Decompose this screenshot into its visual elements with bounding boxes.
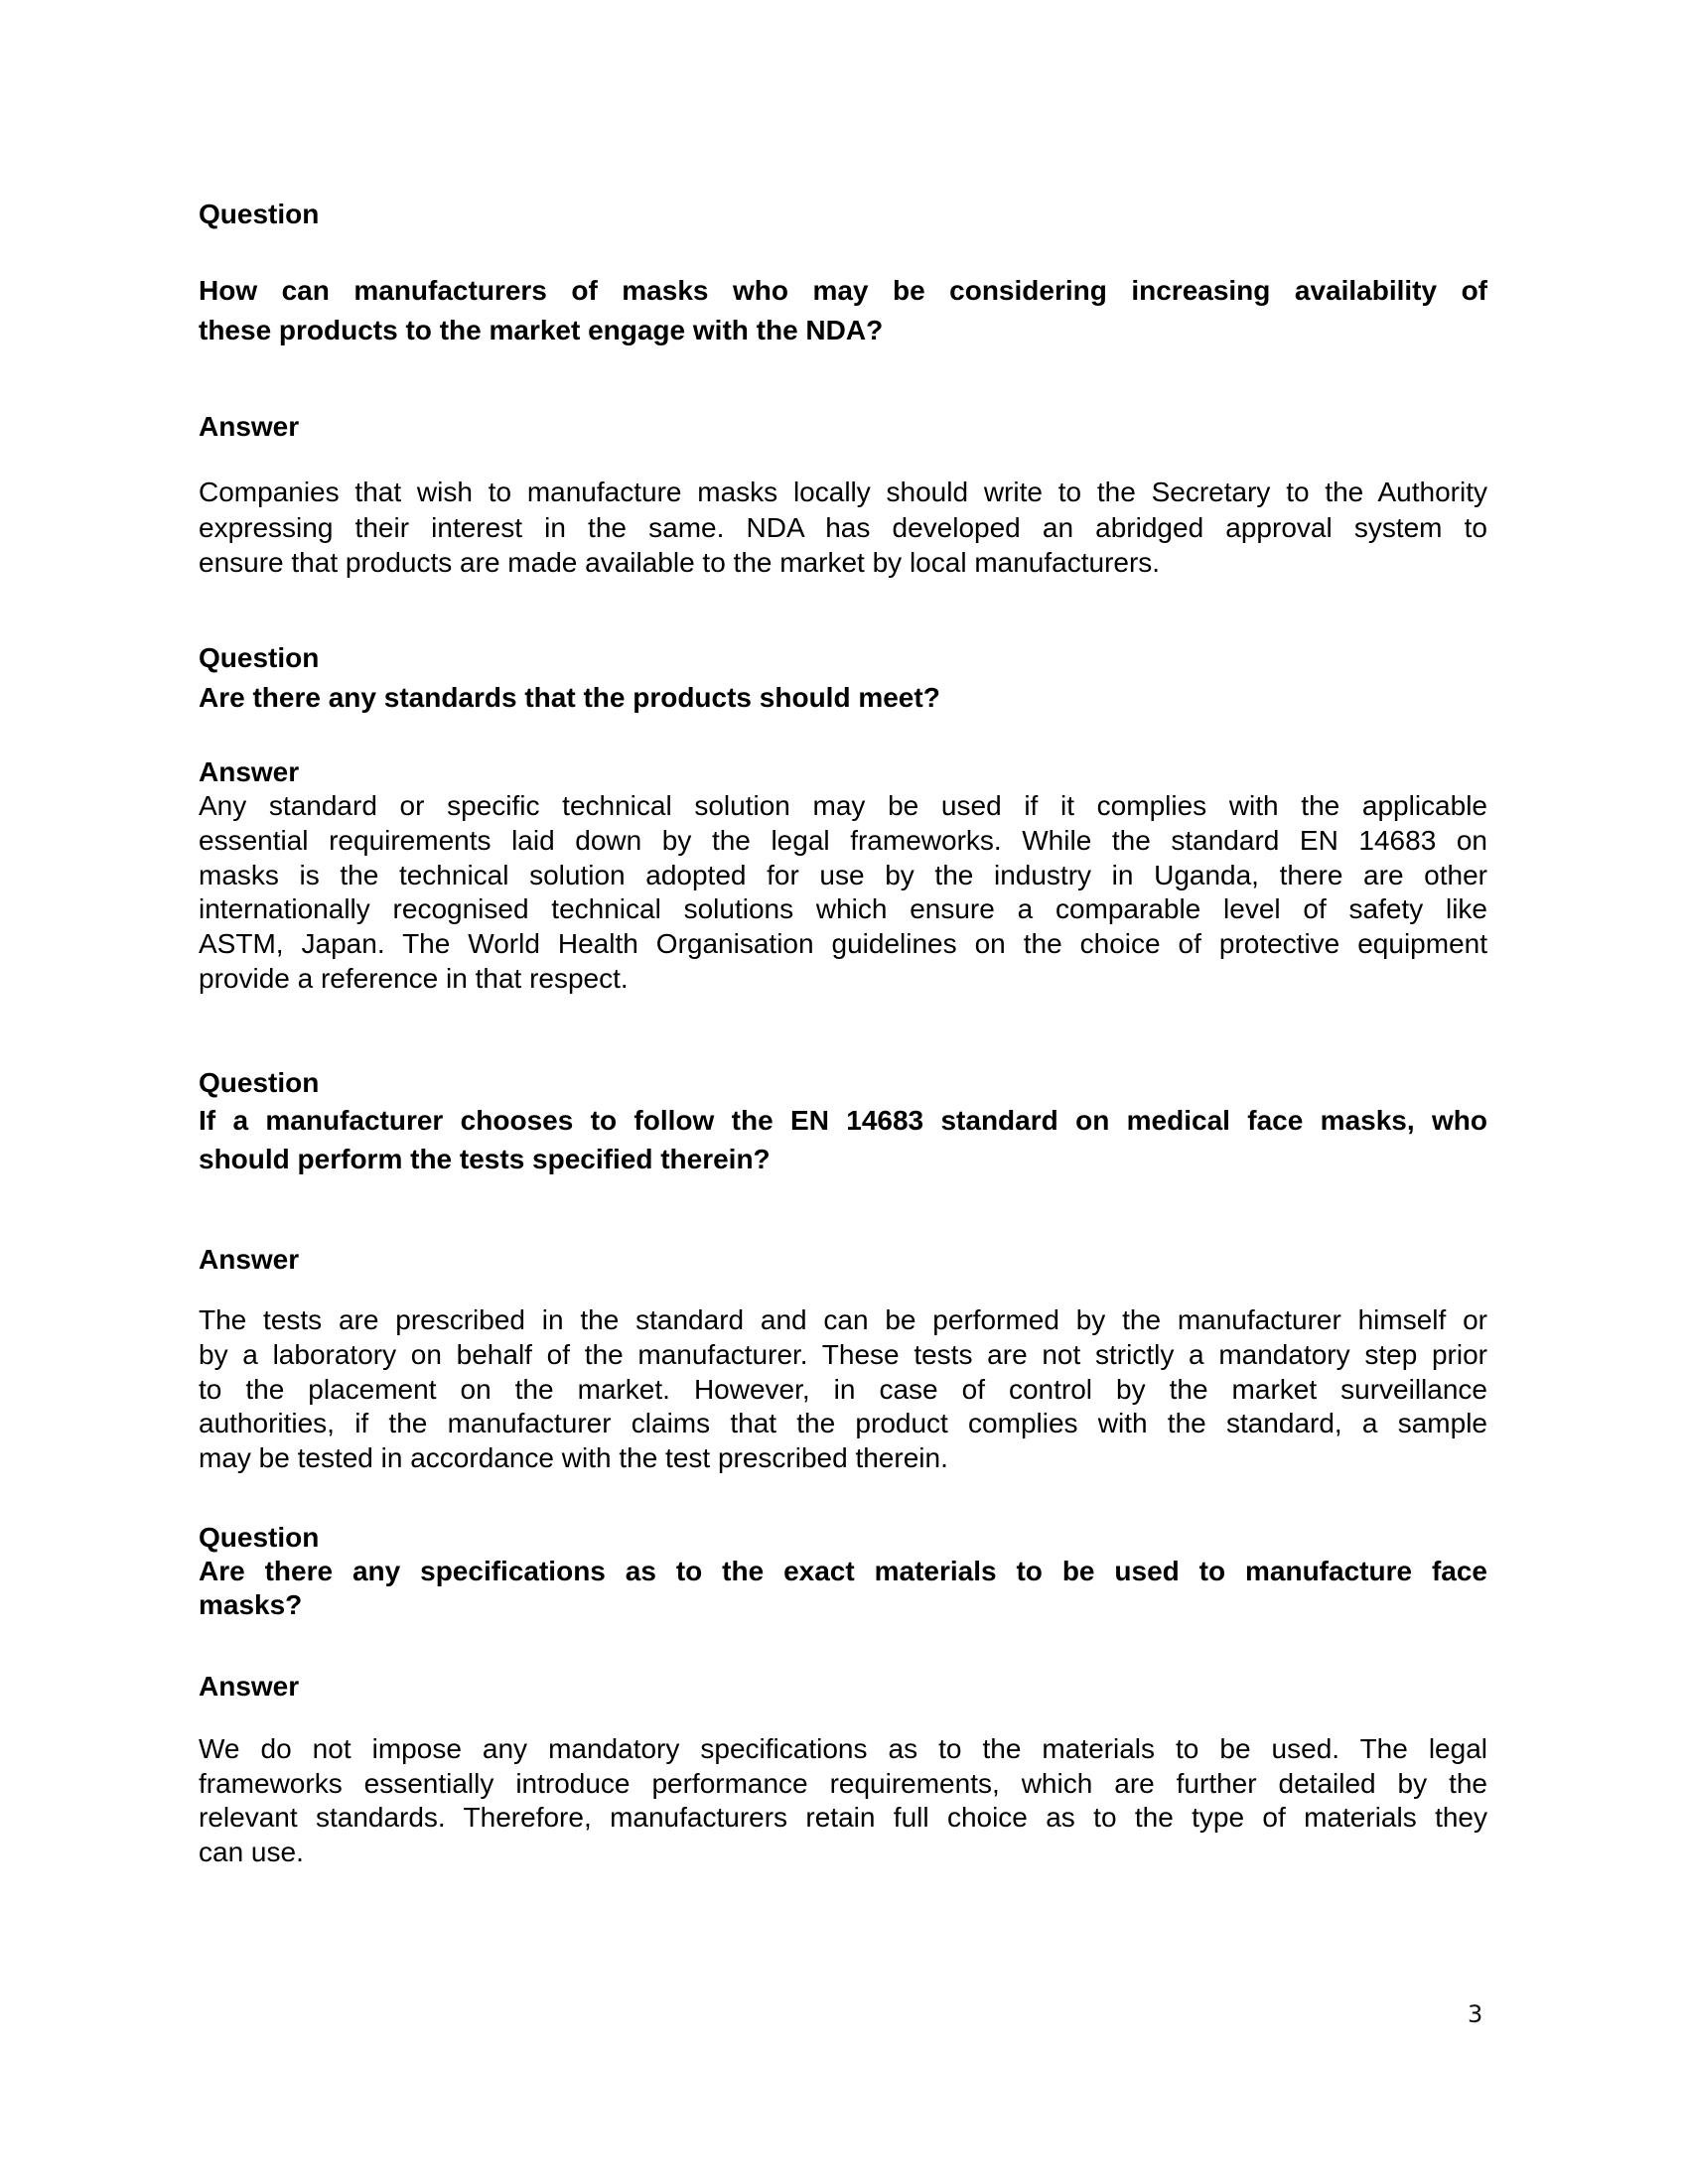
answer-text: [199, 475, 1487, 578]
answer-label: Answer: [199, 1244, 300, 1275]
question-line: If a manufacturer chooses to follow the EN 14683 standard on medical face masks, who: [199, 1105, 1487, 1136]
answer-line: provide a reference in that respect.: [199, 962, 629, 994]
answer-line: The tests are prescribed in the standard and can be performed by the manufacturer himself or: [199, 1304, 1487, 1335]
question-label: Question: [199, 1067, 320, 1098]
answer-text: [199, 789, 1487, 994]
question-text: [199, 1555, 1487, 1620]
answer-line: to the placement on the market. However, in case of control by the market surveillance: [199, 1373, 1487, 1405]
answer-line: masks is the technical solution adopted for use by the industry in Uganda, there are other: [199, 859, 1487, 890]
question-text: [199, 271, 1487, 345]
answer-line: internationally recognised technical solutions which ensure a comparable level of safety like: [199, 893, 1487, 925]
question-text: [199, 1101, 1487, 1174]
page-number: 3: [1468, 2000, 1483, 2028]
answer-line: ensure that products are made available to the market by local manufacturers.: [199, 547, 1161, 578]
answer-line: may be tested in accordance with the test prescribed therein.: [199, 1442, 948, 1474]
question-line: should perform the tests specified therein?: [199, 1144, 771, 1174]
question-label: Question: [199, 642, 320, 673]
answer-label: Answer: [199, 1671, 300, 1702]
answer-label: Answer: [199, 756, 300, 787]
answer-line: We do not impose any mandatory specifications as to the materials to be used. The legal: [199, 1733, 1487, 1764]
answer-line: can use.: [199, 1836, 304, 1867]
answer-line: frameworks essentially introduce performance requirements, which are further detailed by the: [199, 1767, 1487, 1799]
question-text: [199, 680, 1487, 715]
answer-line: Any standard or specific technical solution may be used if it complies with the applicable: [199, 790, 1487, 821]
answer-line: expressing their interest in the same. NDA has developed an abridged approval system to: [199, 511, 1487, 543]
question-line: these products to the market engage with the NDA?: [199, 315, 884, 345]
answer-text: [199, 1732, 1487, 1867]
answer-line: essential requirements laid down by the legal frameworks. While the standard EN 14683 on: [199, 824, 1487, 856]
answer-label: Answer: [199, 411, 300, 442]
answer-line: Companies that wish to manufacture masks locally should write to the Secretary to the Authority: [199, 477, 1487, 507]
answer-line: relevant standards. Therefore, manufacturers retain full choice as to the type of materials they: [199, 1802, 1487, 1834]
question-label: Question: [199, 1522, 320, 1553]
question-line: How can manufacturers of masks who may be considering increasing availability of: [199, 275, 1487, 306]
answer-line: by a laboratory on behalf of the manufacturer. These tests are not strictly a mandatory step prior: [199, 1338, 1487, 1370]
question-line: Are there any standards that the products should meet?: [199, 682, 940, 713]
question-label: Question: [199, 199, 320, 229]
answer-line: authorities, if the manufacturer claims that the product complies with the standard, a sample: [199, 1408, 1487, 1439]
question-line: masks?: [199, 1589, 303, 1620]
answer-line: ASTM, Japan. The World Health Organisation guidelines on the choice of protective equipment: [199, 928, 1487, 960]
question-line: Are there any specifications as to the exact materials to be used to manufacture face: [199, 1556, 1487, 1586]
answer-text: [199, 1303, 1487, 1474]
